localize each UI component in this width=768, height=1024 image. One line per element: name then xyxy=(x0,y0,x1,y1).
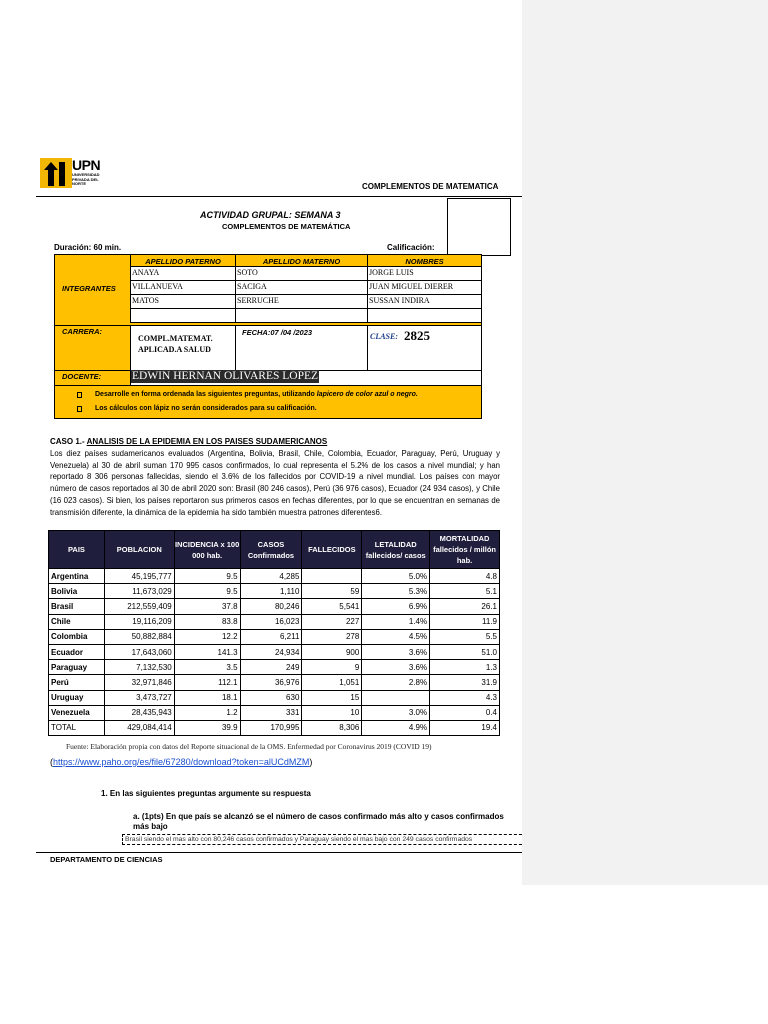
table-cell: 429,084,414 xyxy=(104,720,174,735)
member-4-nombres[interactable] xyxy=(367,308,482,323)
table-cell: Brasil xyxy=(49,599,105,614)
table-cell: 15 xyxy=(302,690,362,705)
instructions-box xyxy=(54,385,482,419)
table-cell: TOTAL xyxy=(49,720,105,735)
table-cell: 4.3 xyxy=(430,690,500,705)
question-1a: a. (1pts) En que país se alcanzó se el número de casos confirmado más alto y casos confirmados más bajo xyxy=(133,812,504,831)
source-link-line: (https://www.paho.org/es/file/67280/download?token=alUCdMZM) xyxy=(50,757,313,767)
table-cell: 1.4% xyxy=(362,614,430,629)
member-1-paterno[interactable]: ANAYA xyxy=(130,266,236,281)
table-cell: 7,132,530 xyxy=(104,660,174,675)
carrera-label: CARRERA: xyxy=(62,327,102,336)
instruction-1: Desarrolle en forma ordenada las siguientes preguntas, utilizando lapicero de color azul o negro. xyxy=(95,391,418,398)
table-cell: 12.2 xyxy=(174,629,240,644)
table-cell: 5.5 xyxy=(430,629,500,644)
table-row xyxy=(49,644,500,659)
clase-label: CLASE: xyxy=(370,332,399,341)
table-cell: 59 xyxy=(302,584,362,599)
table-cell: 331 xyxy=(240,705,302,720)
table-cell: 50,882,884 xyxy=(104,629,174,644)
col-letalidad: LETALIDAD fallecidos/ casos xyxy=(362,531,430,569)
source-link[interactable]: https://www.paho.org/es/file/67280/download?token=alUCdMZM xyxy=(53,757,310,767)
table-cell: 1,051 xyxy=(302,675,362,690)
member-2-nombres[interactable]: JUAN MIGUEL DIERER xyxy=(367,280,482,295)
table-cell: 900 xyxy=(302,644,362,659)
table-row xyxy=(49,614,500,629)
table-cell: Bolivia xyxy=(49,584,105,599)
table-cell: 10 xyxy=(302,705,362,720)
table-cell: 19,116,209 xyxy=(104,614,174,629)
epidemic-data-table xyxy=(48,530,500,736)
clase-value: 2825 xyxy=(404,328,430,343)
table-cell: Uruguay xyxy=(49,690,105,705)
table-cell: 8,306 xyxy=(302,720,362,735)
table-row xyxy=(49,660,500,675)
table-cell: 112.1 xyxy=(174,675,240,690)
table-cell: Paraguay xyxy=(49,660,105,675)
table-cell: 5.0% xyxy=(362,569,430,584)
footer-divider xyxy=(36,852,522,853)
table-cell: 212,559,409 xyxy=(104,599,174,614)
col-incidencia: INCIDENCIA x 100 000 hab. xyxy=(174,531,240,569)
member-4-materno[interactable] xyxy=(235,308,368,323)
table-cell: 11,673,029 xyxy=(104,584,174,599)
member-1-materno[interactable]: SOTO xyxy=(235,266,368,281)
table-cell: 5,541 xyxy=(302,599,362,614)
header-course: COMPLEMENTOS DE MATEMATICA xyxy=(362,182,499,191)
table-row xyxy=(49,705,500,720)
table-cell: 11.9 xyxy=(430,614,500,629)
instruction-2: Los cálculos con lápiz no serán considerados para su calificación. xyxy=(95,405,317,412)
member-3-paterno[interactable]: MATOS xyxy=(130,294,236,309)
table-cell: 141.3 xyxy=(174,644,240,659)
fecha-value: FECHA:07 /04 /2023 xyxy=(242,328,313,337)
col-poblacion: POBLACION xyxy=(104,531,174,569)
table-cell: 5.1 xyxy=(430,584,500,599)
member-2-paterno[interactable]: VILLANUEVA xyxy=(130,280,236,295)
table-row xyxy=(49,569,500,584)
table-cell: Venezuela xyxy=(49,705,105,720)
col-mortalidad: MORTALIDAD fallecidos / millón hab. xyxy=(430,531,500,569)
table-cell: 4.8 xyxy=(430,569,500,584)
table-cell: 3.5 xyxy=(174,660,240,675)
table-cell xyxy=(362,690,430,705)
table-cell: 32,971,846 xyxy=(104,675,174,690)
grade-label: Calificación: xyxy=(387,243,435,252)
table-cell: 1.2 xyxy=(174,705,240,720)
grade-box[interactable] xyxy=(447,198,511,256)
table-cell: 4.5% xyxy=(362,629,430,644)
checkbox-icon xyxy=(77,392,82,398)
member-3-materno[interactable]: SERRUCHE xyxy=(235,294,368,309)
table-cell: 630 xyxy=(240,690,302,705)
table-cell: 170,995 xyxy=(240,720,302,735)
table-cell: 2.8% xyxy=(362,675,430,690)
docente-value: EDWIN HERNAN OLIVARES LOPEZ xyxy=(132,370,319,382)
table-cell: 18.1 xyxy=(174,690,240,705)
col-casos: CASOS Confirmados xyxy=(240,531,302,569)
footer-department: DEPARTAMENTO DE CIENCIAS xyxy=(50,855,163,864)
table-cell: 227 xyxy=(302,614,362,629)
table-cell: 9 xyxy=(302,660,362,675)
member-4-paterno[interactable] xyxy=(130,308,236,323)
table-cell: 26.1 xyxy=(430,599,500,614)
table-cell: Argentina xyxy=(49,569,105,584)
member-3-nombres[interactable]: SUSSAN INDIRA xyxy=(367,294,482,309)
table-cell: 80,246 xyxy=(240,599,302,614)
table-cell: 51.0 xyxy=(430,644,500,659)
table-cell: 83.8 xyxy=(174,614,240,629)
table-cell: 3.6% xyxy=(362,644,430,659)
table-cell: 1.3 xyxy=(430,660,500,675)
table-cell: 19.4 xyxy=(430,720,500,735)
carrera-value-line1: COMPL.MATEMAT. xyxy=(138,334,213,343)
table-cell: 28,435,943 xyxy=(104,705,174,720)
member-1-nombres[interactable]: JORGE LUIS xyxy=(367,266,482,281)
table-header-row xyxy=(49,531,500,569)
table-cell: 9.5 xyxy=(174,569,240,584)
header-divider xyxy=(36,196,530,197)
upn-logo xyxy=(40,158,104,188)
table-cell: 1,110 xyxy=(240,584,302,599)
table-cell: 4,285 xyxy=(240,569,302,584)
header-materno: APELLIDO MATERNO xyxy=(235,254,368,267)
table-cell: 45,195,777 xyxy=(104,569,174,584)
header-nombres: NOMBRES xyxy=(367,254,482,267)
table-row xyxy=(49,599,500,614)
table-cell: 249 xyxy=(240,660,302,675)
logo-text: UPN xyxy=(72,157,101,173)
source-note: Fuente: Elaboración propia con datos del Reporte situacional de la OMS. Enfermedad por Coronavirus 2019 (COVID 19) xyxy=(66,742,432,751)
table-row xyxy=(49,629,500,644)
subject-title: COMPLEMENTOS DE MATEMÁTICA xyxy=(222,222,351,231)
table-cell: Chile xyxy=(49,614,105,629)
logo-subtext: UNIVERSIDAD PRIVADA DEL NORTE xyxy=(72,172,100,186)
activity-title: ACTIVIDAD GRUPAL: SEMANA 3 xyxy=(200,210,341,220)
checkbox-icon xyxy=(77,406,82,412)
table-cell: 5.3% xyxy=(362,584,430,599)
table-cell: 3.0% xyxy=(362,705,430,720)
table-cell: 6.9% xyxy=(362,599,430,614)
table-cell: Ecuador xyxy=(49,644,105,659)
table-cell: 17,643,060 xyxy=(104,644,174,659)
table-body xyxy=(49,569,500,736)
docente-label: DOCENTE: xyxy=(62,372,102,381)
table-cell: 37.8 xyxy=(174,599,240,614)
table-cell: 4.9% xyxy=(362,720,430,735)
table-cell: 39.9 xyxy=(174,720,240,735)
table-total-row xyxy=(49,720,500,735)
upn-logo-icon xyxy=(40,158,72,188)
carrera-value-line2: APLICAD.A SALUD xyxy=(138,345,211,354)
table-cell: 36,976 xyxy=(240,675,302,690)
table-cell: 278 xyxy=(302,629,362,644)
comments-sidebar xyxy=(522,0,768,885)
table-cell: Colombia xyxy=(49,629,105,644)
header-paterno: APELLIDO PATERNO xyxy=(130,254,236,267)
caso-paragraph: Los diez países sudamericanos evaluados (Argentina, Bolivia, Brasil, Chile, Colombia, Ecuador, Paraguay, Perú, Uruguay y Venezuela) al 30 de abril suman 170 995 casos confirmados, lo cual representa el 5.2% de los casos a nivel mundial; y han reportado 8 306 personas fallecidas, siendo el 3.6% de los fallecidos por COVID-19 a nivel mundial. Los países con mayor número de casos reportados al 30 de abril 2020 son: Brasil (80 246 casos), Perú (36 976 casos), Ecuador (24 934 casos), y Chile (16 023 casos). Si bien, los países reportaron sus primeros casos en fechas diferentes, por lo que se encuentran en semanas de transmisión diferente, la dinámica de la epidemia ha sido también muestra patrones diferentes6. xyxy=(50,449,500,517)
member-2-materno[interactable]: SACIGA xyxy=(235,280,368,295)
table-cell: 3.6% xyxy=(362,660,430,675)
table-cell: 6,211 xyxy=(240,629,302,644)
table-row xyxy=(49,690,500,705)
duration-label: Duración: 60 min. xyxy=(54,243,122,252)
table-cell: 3,473,727 xyxy=(104,690,174,705)
table-cell: Perú xyxy=(49,675,105,690)
col-fallecidos: FALLECIDOS xyxy=(302,531,362,569)
table-cell: 16,023 xyxy=(240,614,302,629)
integrantes-label: INTEGRANTES xyxy=(62,284,116,293)
table-cell: 24,934 xyxy=(240,644,302,659)
table-cell: 9.5 xyxy=(174,584,240,599)
answer-1a-field[interactable]: Brasil siendo el mas alto con 80,246 casos confirmados y Paraguay siendo el mas bajo con 249 casos confirmados xyxy=(122,834,542,845)
question-1: 1. En las siguientes preguntas argumente su respuesta xyxy=(101,789,311,798)
caso-heading: CASO 1.- ANALISIS DE LA EPIDEMIA EN LOS PAISES SUDAMERICANOS xyxy=(50,437,328,446)
table-cell: 31.9 xyxy=(430,675,500,690)
table-row xyxy=(49,675,500,690)
table-cell xyxy=(302,569,362,584)
table-cell: 0.4 xyxy=(430,705,500,720)
col-pais: PAIS xyxy=(49,531,105,569)
table-row xyxy=(49,584,500,599)
